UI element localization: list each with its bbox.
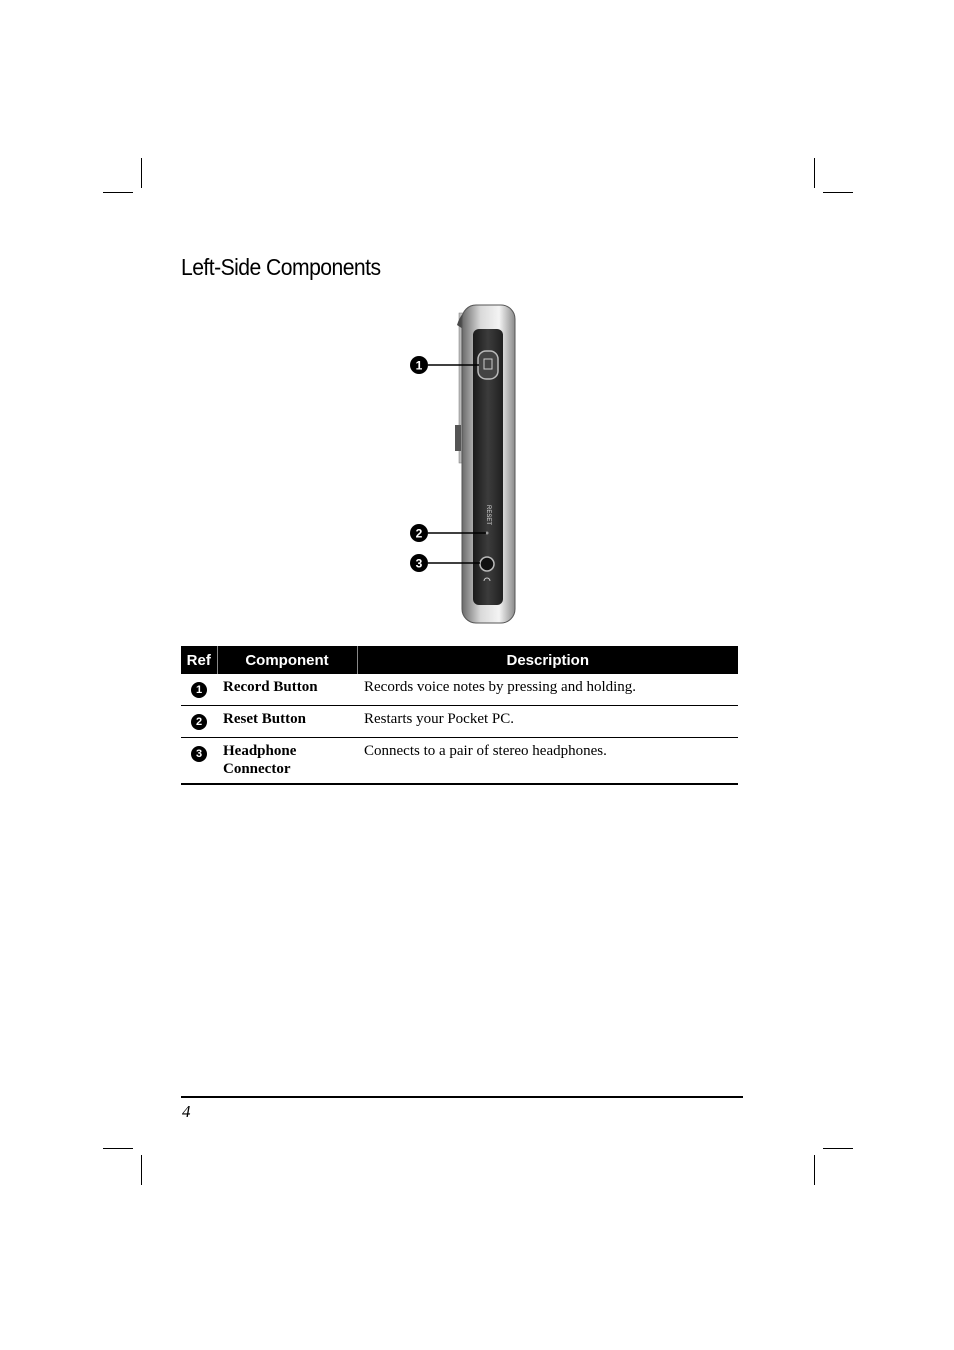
crop-mark (103, 192, 133, 193)
footer-rule (181, 1096, 743, 1098)
callout-label: 3 (415, 556, 423, 571)
crop-mark (103, 1148, 133, 1149)
component-name: Record Button (217, 674, 357, 706)
header-ref: Ref (181, 646, 217, 674)
reset-label: RESET (485, 505, 491, 526)
header-component: Component (217, 646, 357, 674)
component-description: Records voice notes by pressing and holding. (357, 674, 738, 706)
callout-label: 2 (415, 526, 423, 541)
table-row (181, 738, 738, 785)
crop-mark (823, 192, 853, 193)
component-name: Reset Button (217, 706, 357, 738)
device-left-side-illustration (407, 303, 519, 627)
crop-mark (141, 1155, 142, 1185)
crop-mark (141, 158, 142, 188)
table-row (181, 674, 738, 706)
component-description: Restarts your Pocket PC. (357, 706, 738, 738)
ref-badge: 1 (191, 682, 207, 698)
page-number: 4 (182, 1102, 191, 1121)
ref-badge: 2 (191, 714, 207, 730)
crop-mark (823, 1148, 853, 1149)
callout-label: 1 (415, 358, 423, 373)
page-title: Left-Side Components (181, 254, 381, 280)
table-row (181, 706, 738, 738)
crop-mark (814, 1155, 815, 1185)
component-name: Headphone Connector (223, 743, 297, 777)
ref-badge: 3 (191, 746, 207, 762)
table-header-row (181, 646, 738, 674)
crop-mark (814, 158, 815, 188)
header-description: Description (357, 646, 738, 674)
component-description: Connects to a pair of stereo headphones. (364, 743, 607, 759)
components-table (181, 646, 738, 785)
